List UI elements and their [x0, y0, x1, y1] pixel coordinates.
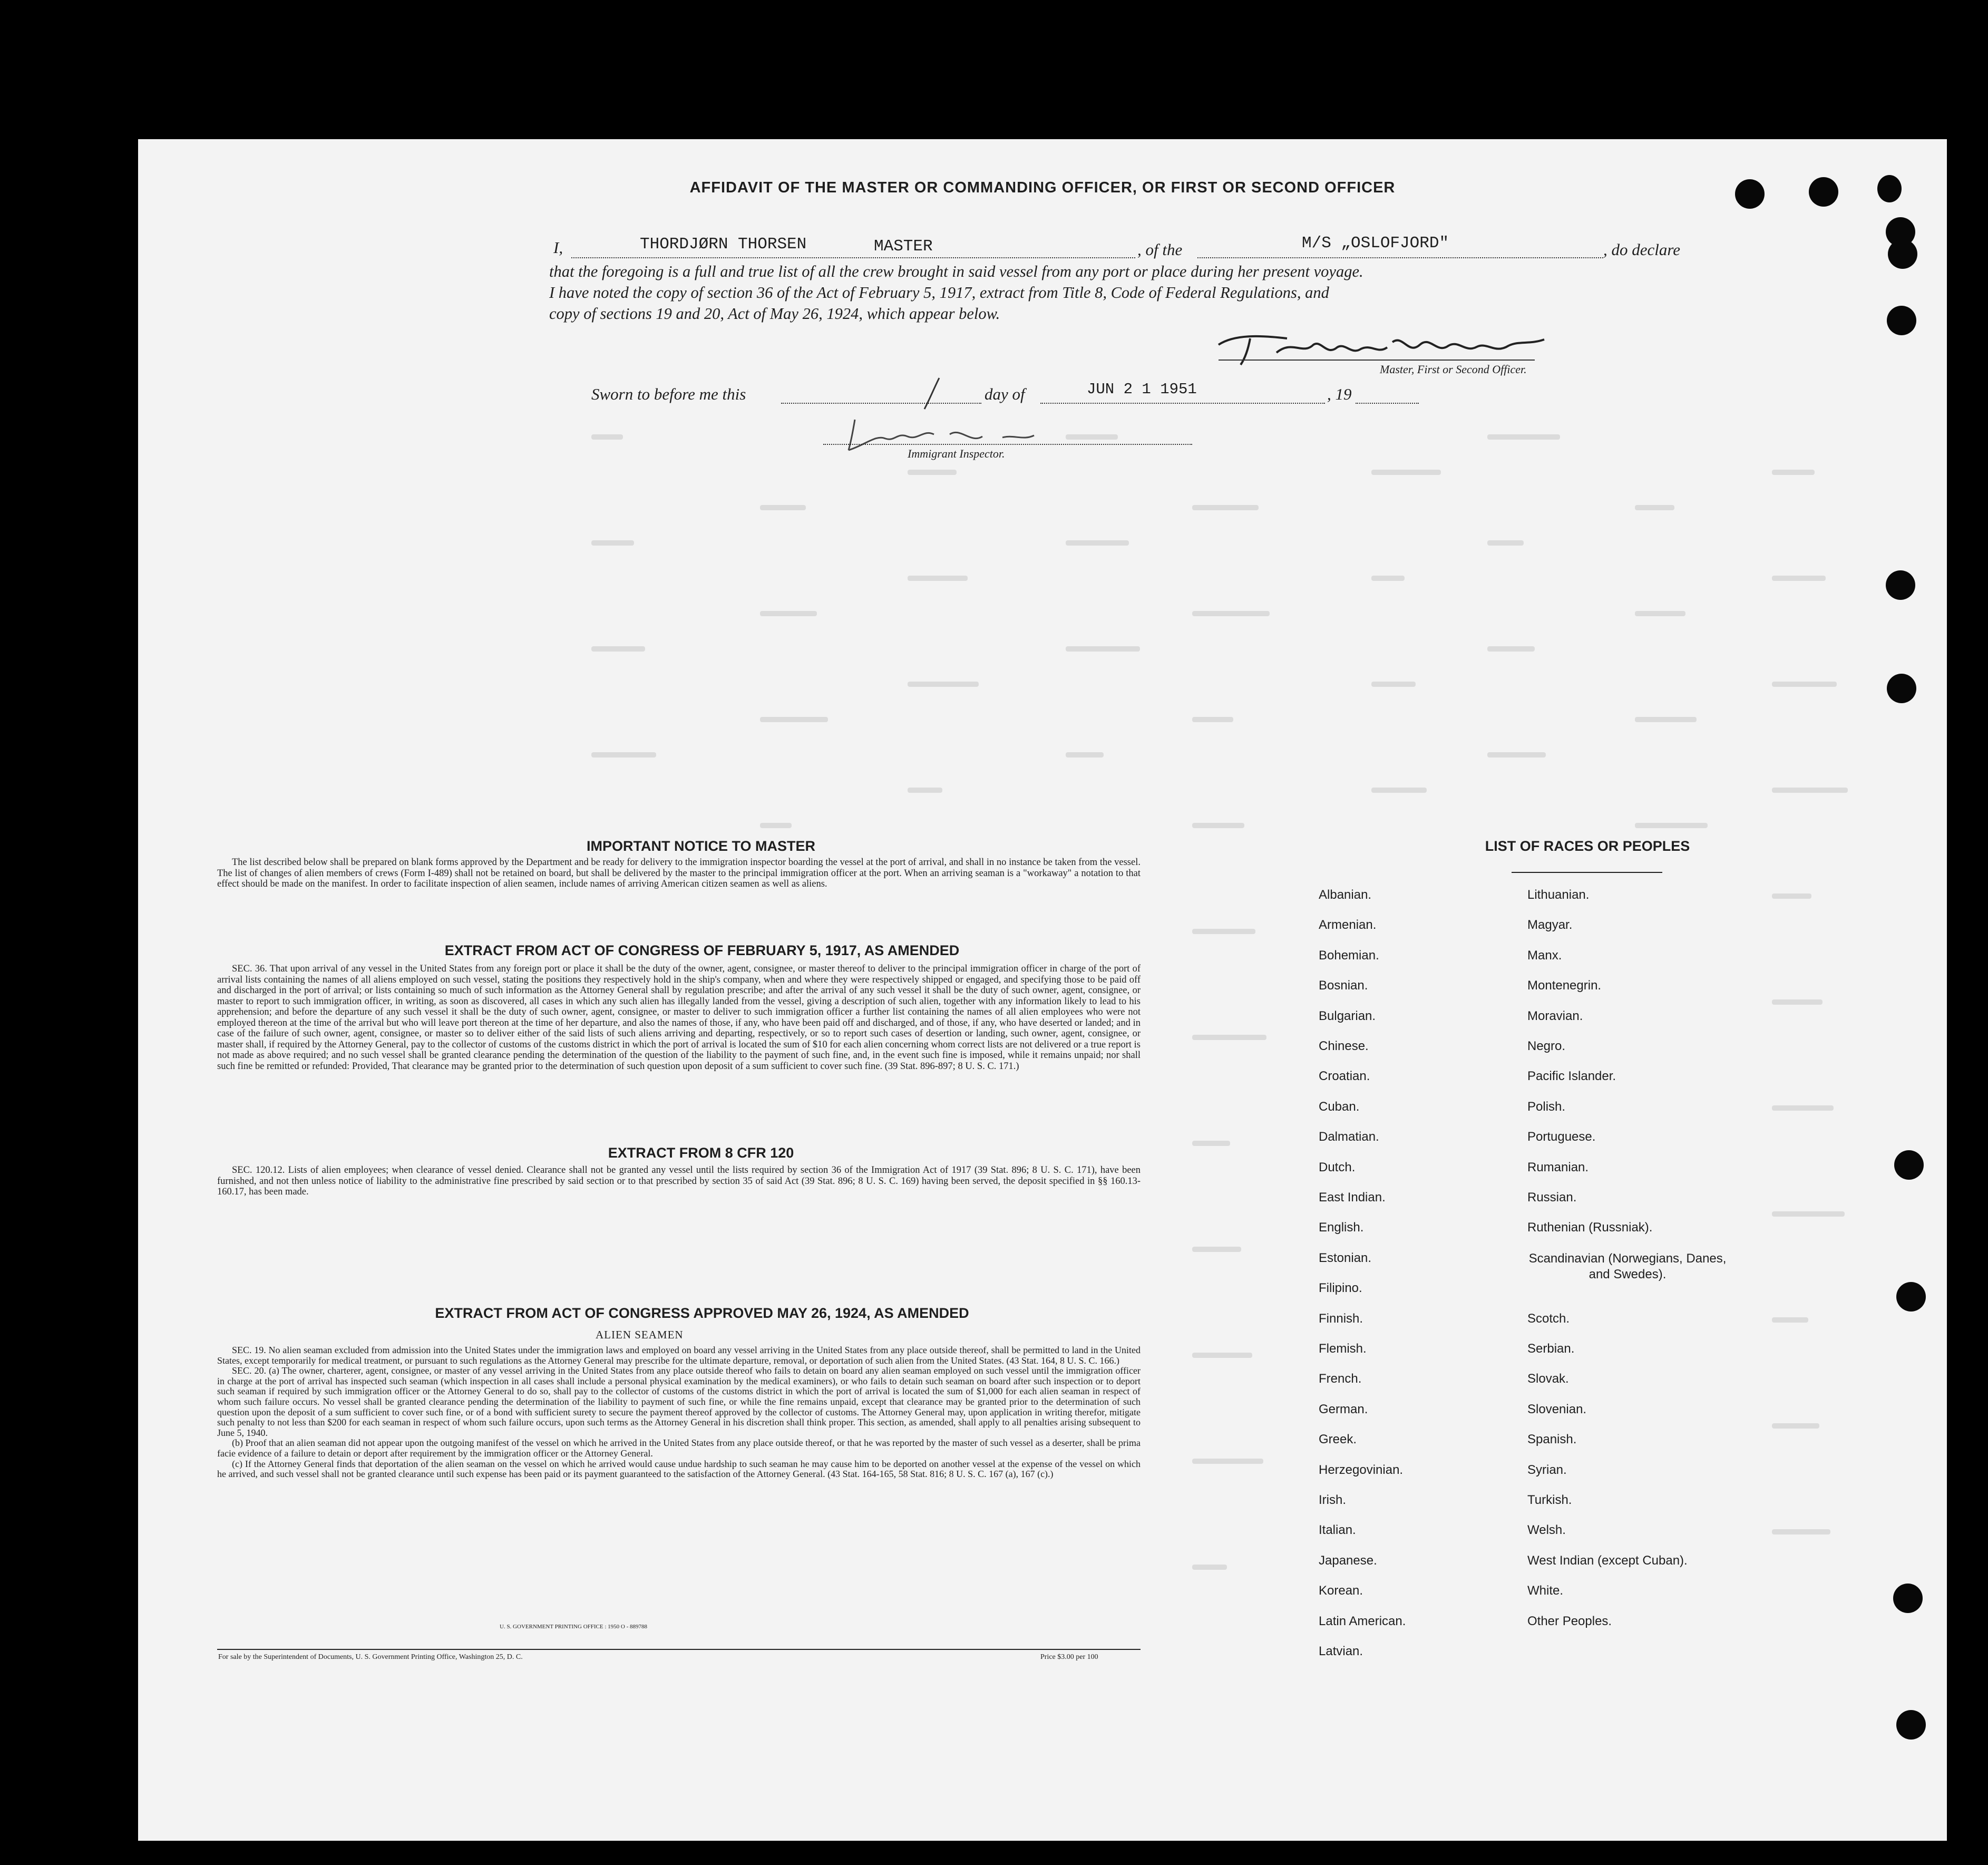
- bleed-mark: [1066, 752, 1104, 757]
- race-item: Russian.: [1527, 1190, 1577, 1205]
- race-item: Manx.: [1527, 948, 1562, 963]
- bleed-mark: [1192, 717, 1233, 722]
- bleed-mark: [760, 611, 817, 616]
- extract-cfr-text: [217, 1165, 1141, 1198]
- footer-rule: [217, 1649, 1141, 1650]
- sec20c-paragraph: (c) If the Attorney General finds that deportation of the alien seaman on the vessel on which he arrived would cause undue hardship to such seaman he may cause him to be deported on another vessel at the expense of the vessel on which he arrived, and such vessel shall not be granted clearance until such expense has been paid or its payment guaranteed to the satisfaction of the Attorney General. (43 Stat. 164-165, 58 Stat. 816; 8 U. S. C. 167 (a), 167 (c).): [217, 1458, 1141, 1480]
- race-item: Montenegrin.: [1527, 978, 1602, 993]
- extract-1924-title: EXTRACT FROM ACT OF CONGRESS APPROVED MAY 26, 1924, AS AMENDED: [435, 1305, 969, 1321]
- race-item: German.: [1319, 1402, 1368, 1416]
- bleed-mark: [591, 752, 656, 757]
- race-item: Filipino.: [1319, 1281, 1362, 1296]
- bleed-mark: [1192, 1459, 1263, 1464]
- bleed-mark: [1635, 611, 1685, 616]
- race-item: Lithuanian.: [1527, 888, 1590, 902]
- sworn-day-rule: [781, 403, 981, 404]
- bleed-mark: [1772, 1211, 1845, 1217]
- bleed-mark: [1635, 823, 1708, 828]
- bleed-mark: [1371, 470, 1441, 475]
- sec20a-paragraph: SEC. 20. (a) The owner, charterer, agent, consignee, or master of any vessel arriving in the United States from any place outside thereof who fails to detain on board any alien seaman employed on such vessel until the immigration officer in charge at the port of arrival has inspected such seaman (which inspection in all cases shall include a personal physical examination by the medical examiners), or who fails to detain such seaman on board after such inspection or to deport such seaman if required by such immigration officer or the Attorney General to do so, shall pay to the collector of customs of the customs district in which the port of arrival is located the sum of $1,000 for each alien seaman in respect of whom such failure occurs. No vessel shall be granted clearance pending the determination of the liability to payment of such fine, or while the fine remains unpaid, except that clearance may be granted prior to the determination of such question upon the deposit of a sum sufficient to cover such fine, or of a bond with sufficient surety to secure the payment thereof approved by the collector of customs. The Attorney General may, upon application in writing therefor, mitigate such penalty to not less than $200 for each seaman in respect of whom such failure occurs, upon such terms as the Attorney General in his discretion shall think proper. This section, as amended, shall apply to all penalties arising subsequent to June 5, 1940.: [217, 1365, 1141, 1438]
- extract-1917-title: EXTRACT FROM ACT OF CONGRESS OF FEBRUARY 5, 1917, AS AMENDED: [444, 943, 960, 958]
- binder-hole: [1896, 1710, 1926, 1740]
- date-stamp: JUN 2 1 1951: [1087, 381, 1197, 398]
- race-item: Moravian.: [1527, 1008, 1583, 1023]
- inspector-signature-text: [897, 417, 912, 430]
- bleed-mark: [591, 540, 634, 546]
- bleed-mark: [1066, 434, 1118, 440]
- race-item: Croatian.: [1319, 1069, 1370, 1084]
- race-item: Pacific Islander.: [1527, 1069, 1616, 1084]
- bleed-mark: [1772, 1423, 1819, 1429]
- race-item: Rumanian.: [1527, 1160, 1589, 1174]
- affidavit-title: AFFIDAVIT OF THE MASTER OR COMMANDING OFFICER, OR FIRST OR SECOND OFFICER: [689, 179, 1396, 196]
- bleed-mark: [1772, 682, 1837, 687]
- bleed-mark: [908, 576, 968, 581]
- binder-hole: [1886, 570, 1915, 600]
- bleed-mark: [1066, 646, 1140, 652]
- race-item: Welsh.: [1527, 1523, 1566, 1538]
- officer-name: THORDJØRN THORSEN: [640, 235, 807, 254]
- signature-rule: [1219, 360, 1535, 361]
- bleed-mark: [1192, 1247, 1241, 1252]
- bleed-mark: [1066, 540, 1129, 546]
- bleed-mark: [1371, 788, 1427, 793]
- sworn-label: Sworn to before me this: [591, 385, 746, 403]
- race-item: Chinese.: [1319, 1039, 1369, 1053]
- notice-text: [217, 857, 1141, 890]
- bleed-mark: [1635, 505, 1674, 510]
- sec36-paragraph: SEC. 36. That upon arrival of any vessel in the United States from any foreign port or place it shall be the duty of the owner, agent, consignee, or master thereof to deliver to the principal immigration officer in charge of the port of arrival lists containing the names of all aliens employed on such vessel, stating the positions they respectively hold in the ship's company, when and where they were respectively shipped or engaged, and specifying those to be paid off and discharged in the port of arrival; or lists containing so much of such information as the Attorney General shall by regulation prescribe; and after the arrival of any such vessel it shall be the duty of such owner, agent, consignee, or master to report to such immigration officer, in writing, as soon as discovered, all cases in which any such alien has illegally landed from the vessel, giving a description of such alien, together with any information likely to lead to his apprehension; and before the departure of any such vessel it shall be the duty of such owner, agent, consignee, or master to deliver to such immigration officer a further list containing the names of all alien employees who were not employed thereon at the time of the arrival but who will leave port thereon at the time of her departure, and also the names of those, if any, who have been paid off and discharged, and of those, if any, who have deserted or landed; and in case of the failure of such owner, agent, consignee, or master so to deliver either of the said lists of such aliens arriving and departing, respectively, or so to report such cases of desertion or landing, such owner, agent, consignee, or master shall, if required by the Attorney General, pay to the collector of customs of the customs district in which the port of arrival is located the sum of $10 for each alien concerning whom correct lists are not delivered or a true report is not made as above required; and no such vessel shall be granted clearance pending the determination of the question of the liability to the payment of such fine, and, in the event such fine is imposed, while it remains unpaid; nor shall such fine be remitted or refunded: Provided, That clearance may be granted prior to the determination of such question upon deposit of a sum sufficient to cover such fine. (39 Stat. 896-897; 8 U. S. C. 171.): [217, 964, 1141, 1072]
- bleed-mark: [591, 646, 645, 652]
- race-item: Bulgarian.: [1319, 1008, 1376, 1023]
- race-item: Albanian.: [1319, 888, 1372, 902]
- bleed-mark: [760, 505, 806, 510]
- bleed-mark: [1772, 576, 1826, 581]
- bleed-mark: [1371, 576, 1405, 581]
- binder-hole: [1893, 1584, 1923, 1613]
- bleed-mark: [1192, 1353, 1252, 1358]
- bleed-mark: [1772, 1529, 1830, 1534]
- notice-paragraph: The list described below shall be prepared on blank forms approved by the Department and be ready for delivery to the immigration inspector boarding the vessel at the port of arrival, and shall in no instance be taken from the vessel. The list of changes of alien members of crews (Form I-489) shall not be retained on board, but shall be delivered by the master to the principal immigration officer at the port. When an arriving seaman is a "workaway" a notation to that effect should be made on the manifest. In order to facilitate inspection of alien seamen, include names of arriving American citizen seamen as well as aliens.: [217, 857, 1141, 889]
- race-item: Negro.: [1527, 1039, 1566, 1053]
- bleed-mark: [1192, 823, 1244, 828]
- race-item: Italian.: [1319, 1523, 1356, 1538]
- document-page: [138, 139, 1947, 1841]
- binder-hole: [1887, 674, 1916, 703]
- inspector-caption: Immigrant Inspector.: [908, 447, 1005, 460]
- binder-hole: [1896, 1282, 1926, 1312]
- notice-title: IMPORTANT NOTICE TO MASTER: [587, 838, 815, 854]
- officer-rank: MASTER: [874, 237, 933, 256]
- name-rule: [571, 257, 1135, 258]
- sec19-paragraph: SEC. 19. No alien seaman excluded from admission into the United States under the immigration laws and employed on board any vessel arriving in the United States from any place outside thereof, shall be permitted to land in the United States, except temporarily for medical treatment, or pursuant to such regulations as the Attorney General may prescribe for the ultimate departure, removal, or deportation of such alien from the United States. (43 Stat. 164, 8 U. S. C. 166.): [217, 1345, 1141, 1366]
- race-item: East Indian.: [1319, 1190, 1386, 1205]
- race-item: French.: [1319, 1372, 1362, 1386]
- race-item: Cuban.: [1319, 1099, 1360, 1114]
- bleed-mark: [760, 823, 792, 828]
- vessel-name: M/S „OSLOFJORD": [1302, 234, 1449, 252]
- bleed-mark: [1487, 540, 1524, 546]
- race-item: Spanish.: [1527, 1432, 1577, 1447]
- sec120-paragraph: SEC. 120.12. Lists of alien employees; when clearance of vessel denied. Clearance shall not be granted any vessel until the lists required by section 36 of the Immigration Act of 1917 (39 Stat. 896; 8 U. S. C. 171), have been furnished, and not then unless notice of liability to the administrative fine prescribed by said section or to that prescribed by section 35 of said Act (39 Stat. 896; 8 U. S. C. 169) having been served, the deposit specified in §§ 160.13-160.17, has been made.: [217, 1165, 1141, 1197]
- bleed-mark: [1371, 682, 1416, 687]
- bleed-mark: [1772, 470, 1815, 475]
- sec20b-paragraph: (b) Proof that an alien seaman did not appear upon the outgoing manifest of the vessel on which he arrived in the United States from any place outside thereof, or that he was reported by the master of such vessel as a deserter, shall be prima facie evidence of a failure to detain or deport after requirement by the immigration officer or the Attorney General.: [217, 1437, 1141, 1459]
- race-item: Latvian.: [1319, 1644, 1363, 1658]
- race-item: Scandinavian (Norwegians, Danes, and Swedes).: [1528, 1251, 1727, 1281]
- year-rule: [1356, 403, 1419, 404]
- price-note: Price $3.00 per 100: [1040, 1653, 1098, 1661]
- bleed-mark: [1772, 788, 1848, 793]
- race-item: Korean.: [1319, 1584, 1363, 1598]
- master-caption: Master, First or Second Officer.: [1380, 363, 1527, 376]
- extract-cfr-title: EXTRACT FROM 8 CFR 120: [608, 1145, 794, 1161]
- bleed-mark: [1192, 505, 1259, 510]
- races-title: LIST OF RACES OR PEOPLES: [1485, 838, 1690, 854]
- bleed-mark: [1192, 611, 1270, 616]
- declaration-line-2: that the foregoing is a full and true list of all the crew brought in said vessel from any port or place during her present voyage.: [549, 263, 1363, 280]
- race-item: Scotch.: [1527, 1311, 1570, 1326]
- sworn-day-mark: [918, 375, 950, 412]
- bleed-mark: [908, 470, 957, 475]
- vessel-rule: [1197, 257, 1603, 258]
- bleed-mark: [1487, 752, 1546, 757]
- race-item: Slovenian.: [1527, 1402, 1587, 1416]
- race-item: Bosnian.: [1319, 978, 1368, 993]
- bleed-mark: [760, 717, 828, 722]
- race-item: West Indian (except Cuban).: [1527, 1553, 1688, 1568]
- race-item: Flemish.: [1319, 1342, 1367, 1356]
- extract-1924-text: [217, 1345, 1141, 1480]
- for-sale-note: For sale by the Superintendent of Documents, U. S. Government Printing Office, Washington 25, D. C.: [218, 1653, 523, 1661]
- bleed-mark: [1192, 929, 1255, 934]
- race-item: Ruthenian (Russniak).: [1527, 1220, 1653, 1235]
- do-declare-label: , do declare: [1603, 240, 1681, 259]
- declaration-line-4: copy of sections 19 and 20, Act of May 26, 1924, which appear below.: [549, 305, 1000, 323]
- month-rule: [1040, 403, 1325, 404]
- race-item: Irish.: [1319, 1493, 1347, 1507]
- bleed-mark: [908, 788, 942, 793]
- race-item: Latin American.: [1319, 1614, 1406, 1628]
- bleed-mark: [1772, 999, 1823, 1005]
- bleed-mark: [1635, 717, 1697, 722]
- bleed-mark: [1192, 1141, 1230, 1146]
- inspector-rule: [823, 444, 1192, 445]
- race-item: Greek.: [1319, 1432, 1357, 1447]
- bleed-mark: [1772, 1317, 1808, 1323]
- race-item: Herzegovinian.: [1319, 1462, 1404, 1477]
- race-item: English.: [1319, 1220, 1364, 1235]
- race-item: Dalmatian.: [1319, 1130, 1379, 1144]
- race-item: White.: [1527, 1584, 1564, 1598]
- race-item: Slovak.: [1527, 1372, 1569, 1386]
- race-item: Estonian.: [1319, 1250, 1372, 1265]
- bleed-mark: [908, 682, 979, 687]
- race-item: Turkish.: [1527, 1493, 1572, 1507]
- race-item: Armenian.: [1319, 918, 1377, 932]
- race-item: Bohemian.: [1319, 948, 1379, 963]
- alien-seamen-subtitle: ALIEN SEAMEN: [596, 1328, 684, 1341]
- bleed-mark: [1487, 434, 1560, 440]
- race-item: Finnish.: [1319, 1311, 1363, 1326]
- declaration-line-3: I have noted the copy of section 36 of the Act of February 5, 1917, extract from Title 8, Code of Federal Regulations, and: [549, 284, 1329, 302]
- races-title-underline: [1512, 872, 1662, 873]
- race-item: Dutch.: [1319, 1160, 1356, 1174]
- race-item: Serbian.: [1527, 1342, 1575, 1356]
- printing-office-note: U. S. GOVERNMENT PRINTING OFFICE : 1950 O - 889788: [500, 1624, 648, 1630]
- race-item: Portuguese.: [1527, 1130, 1596, 1144]
- race-item: Polish.: [1527, 1099, 1566, 1114]
- race-item: Syrian.: [1527, 1462, 1567, 1477]
- affidavit-i: I,: [553, 238, 563, 257]
- race-item: Other Peoples.: [1527, 1614, 1612, 1628]
- of-the-label: , of the: [1137, 240, 1183, 259]
- bleed-mark: [1192, 1565, 1227, 1570]
- binder-hole: [1887, 306, 1916, 335]
- bleed-mark: [1772, 1105, 1834, 1111]
- bleed-mark: [1772, 893, 1811, 899]
- bleed-mark: [1192, 1035, 1266, 1040]
- race-item: Japanese.: [1319, 1553, 1377, 1568]
- year-label: , 19: [1327, 385, 1352, 403]
- race-item: Magyar.: [1527, 918, 1573, 932]
- bleed-mark: [591, 434, 623, 440]
- bleed-mark: [1487, 646, 1535, 652]
- extract-1917-text: [217, 964, 1141, 1072]
- day-of-label: day of: [985, 385, 1025, 403]
- binder-hole: [1894, 1150, 1924, 1180]
- binder-hole: [1888, 239, 1917, 269]
